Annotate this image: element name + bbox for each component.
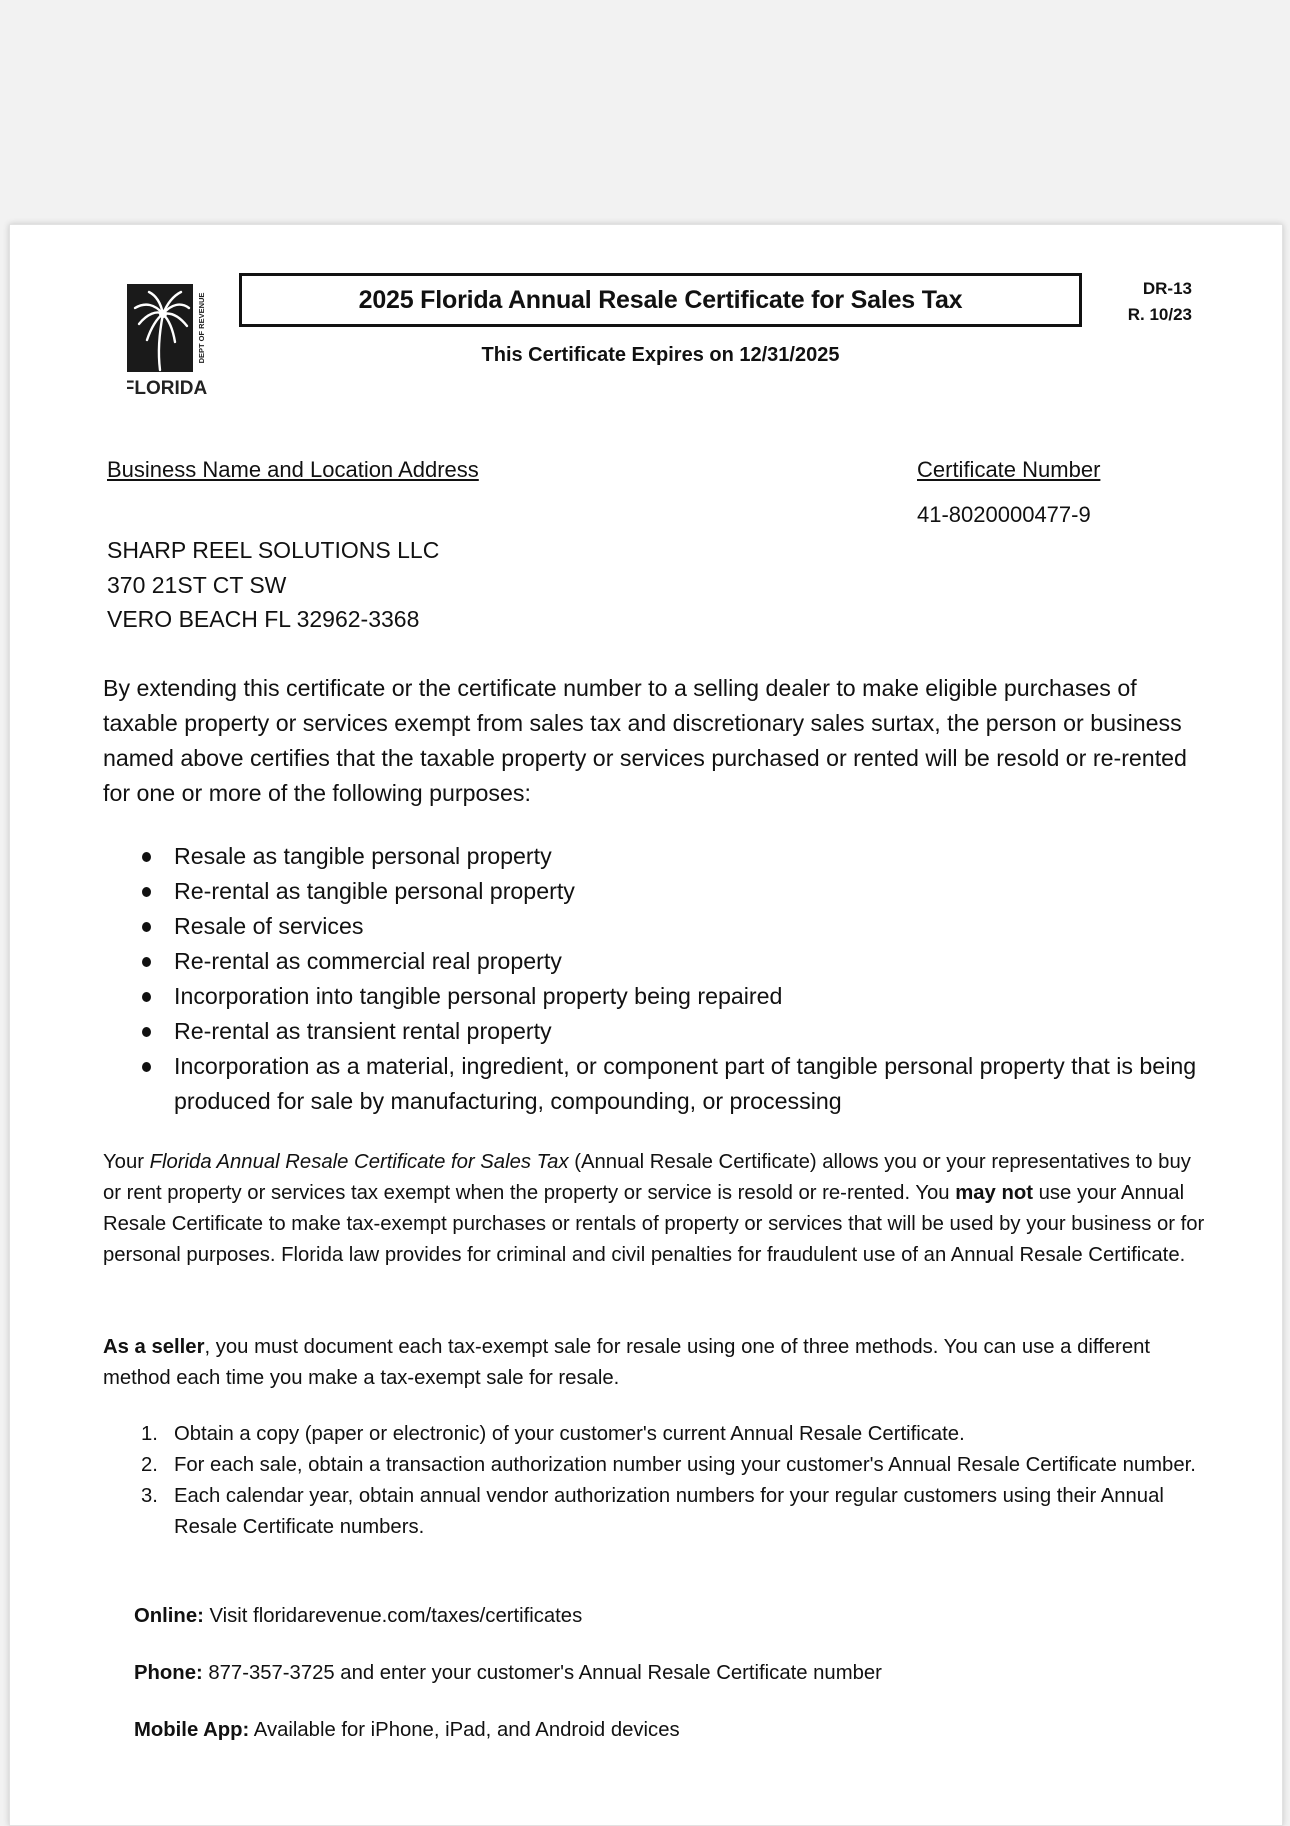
certificate-number: 41-8020000477-9: [917, 502, 1091, 527]
purpose-item: Incorporation as a material, ingredient, or component part of tangible personal property that is being produced for sale by manufacturing, compounding, or processing: [103, 1049, 1213, 1119]
florida-dor-logo: [127, 284, 213, 400]
purpose-item: Incorporation into tangible personal property being repaired: [103, 979, 1213, 1014]
certificate-title: [239, 273, 1082, 327]
bullet-icon: [142, 957, 151, 967]
purposes-list: [103, 839, 1213, 1119]
bullet-icon: [142, 922, 151, 932]
certificate-title-text: 2025 Florida Annual Resale Certificate for Sales Tax: [358, 285, 963, 314]
usage-paragraph: Your Florida Annual Resale Certificate for Sales Tax (Annual Resale Certificate) allows you or your representatives to buy or rent property or services tax exempt when the property or service is resold or re-rented. You may not use your Annual Resale Certificate to make tax-exempt purchases or rentals of property or services that will be used by your business or for personal purposes. Florida law provides for criminal and civil penalties for fraudulent use of an Annual Resale Certificate.: [103, 1151, 1205, 1266]
bullet-icon: [142, 992, 151, 1002]
contact-online: Online: Visit floridarevenue.com/taxes/certificates: [134, 1605, 583, 1627]
bullet-icon: [142, 1027, 151, 1037]
contact-phone: Phone: 877-357-3725 and enter your customer's Annual Resale Certificate number: [134, 1662, 882, 1684]
form-number: DR-13: [1142, 279, 1192, 298]
may-not-emphasis: may not: [955, 1182, 1033, 1204]
purpose-item: Resale of services: [103, 909, 1213, 944]
mobile-app-text: Available for iPhone, iPad, and Android devices: [249, 1719, 680, 1741]
business-street: 370 21ST CT SW: [107, 571, 287, 598]
business-address-label: Business Name and Location Address: [107, 457, 479, 482]
documentation-methods-list: [103, 1419, 1213, 1543]
bullet-icon: [142, 1062, 151, 1072]
method-item: 1. Obtain a copy (paper or electronic) of your customer's current Annual Resale Certificate.: [141, 1423, 965, 1445]
bullet-icon: [142, 887, 151, 897]
palm-tree-icon: [127, 284, 213, 400]
business-name: SHARP REEL SOLUTIONS LLC: [107, 537, 440, 563]
form-number-block: [1100, 276, 1192, 328]
as-a-seller-emphasis: As a seller: [103, 1336, 205, 1358]
bullet-icon: [142, 852, 151, 862]
contact-mobile-app: Mobile App: Available for iPhone, iPad, and Android devices: [134, 1719, 680, 1741]
certificate-name-italic: Florida Annual Resale Certificate for Sales Tax: [149, 1151, 569, 1173]
svg-text:DEPT OF REVENUE: DEPT OF REVENUE: [197, 292, 206, 364]
certification-statement: By extending this certificate or the certificate number to a selling dealer to make eligible purchases of taxable property or services exempt from sales tax and discretionary sales surtax, the person or business named above certifies that the taxable property or services purchased or rented will be resold or re-rented for one or more of the following purposes:: [103, 675, 1187, 806]
purpose-item: Re-rental as tangible personal property: [103, 874, 1213, 909]
purpose-item: Resale as tangible personal property: [103, 839, 1213, 874]
business-address: [107, 533, 439, 637]
method-item: 2. For each sale, obtain a transaction authorization number using your customer's Annual Resale Certificate number.: [141, 1454, 1196, 1476]
form-revision: R. 10/23: [1127, 305, 1192, 324]
certificate-number-label: Certificate Number: [917, 457, 1101, 482]
purpose-item: Re-rental as transient rental property: [103, 1014, 1213, 1049]
seller-paragraph: As a seller, you must document each tax-exempt sale for resale using one of three methods. You can use a different method each time you make a tax-exempt sale for resale.: [103, 1336, 1151, 1389]
certificate-page: [9, 224, 1283, 1826]
phone-text: 877-357-3725 and enter your customer's Annual Resale Certificate number: [202, 1662, 882, 1684]
expiration-notice: This Certificate Expires on 12/31/2025: [481, 344, 840, 366]
online-url-text: Visit floridarevenue.com/taxes/certificates: [203, 1605, 583, 1627]
business-city-state-zip: VERO BEACH FL 32962-3368: [107, 606, 420, 632]
method-item: 3. Each calendar year, obtain annual vendor authorization numbers for your regular customers using their Annual Resale Certificate numbers.: [141, 1485, 1164, 1538]
florida-logo-text: FLORIDA: [127, 378, 208, 399]
purpose-item: Re-rental as commercial real property: [103, 944, 1213, 979]
